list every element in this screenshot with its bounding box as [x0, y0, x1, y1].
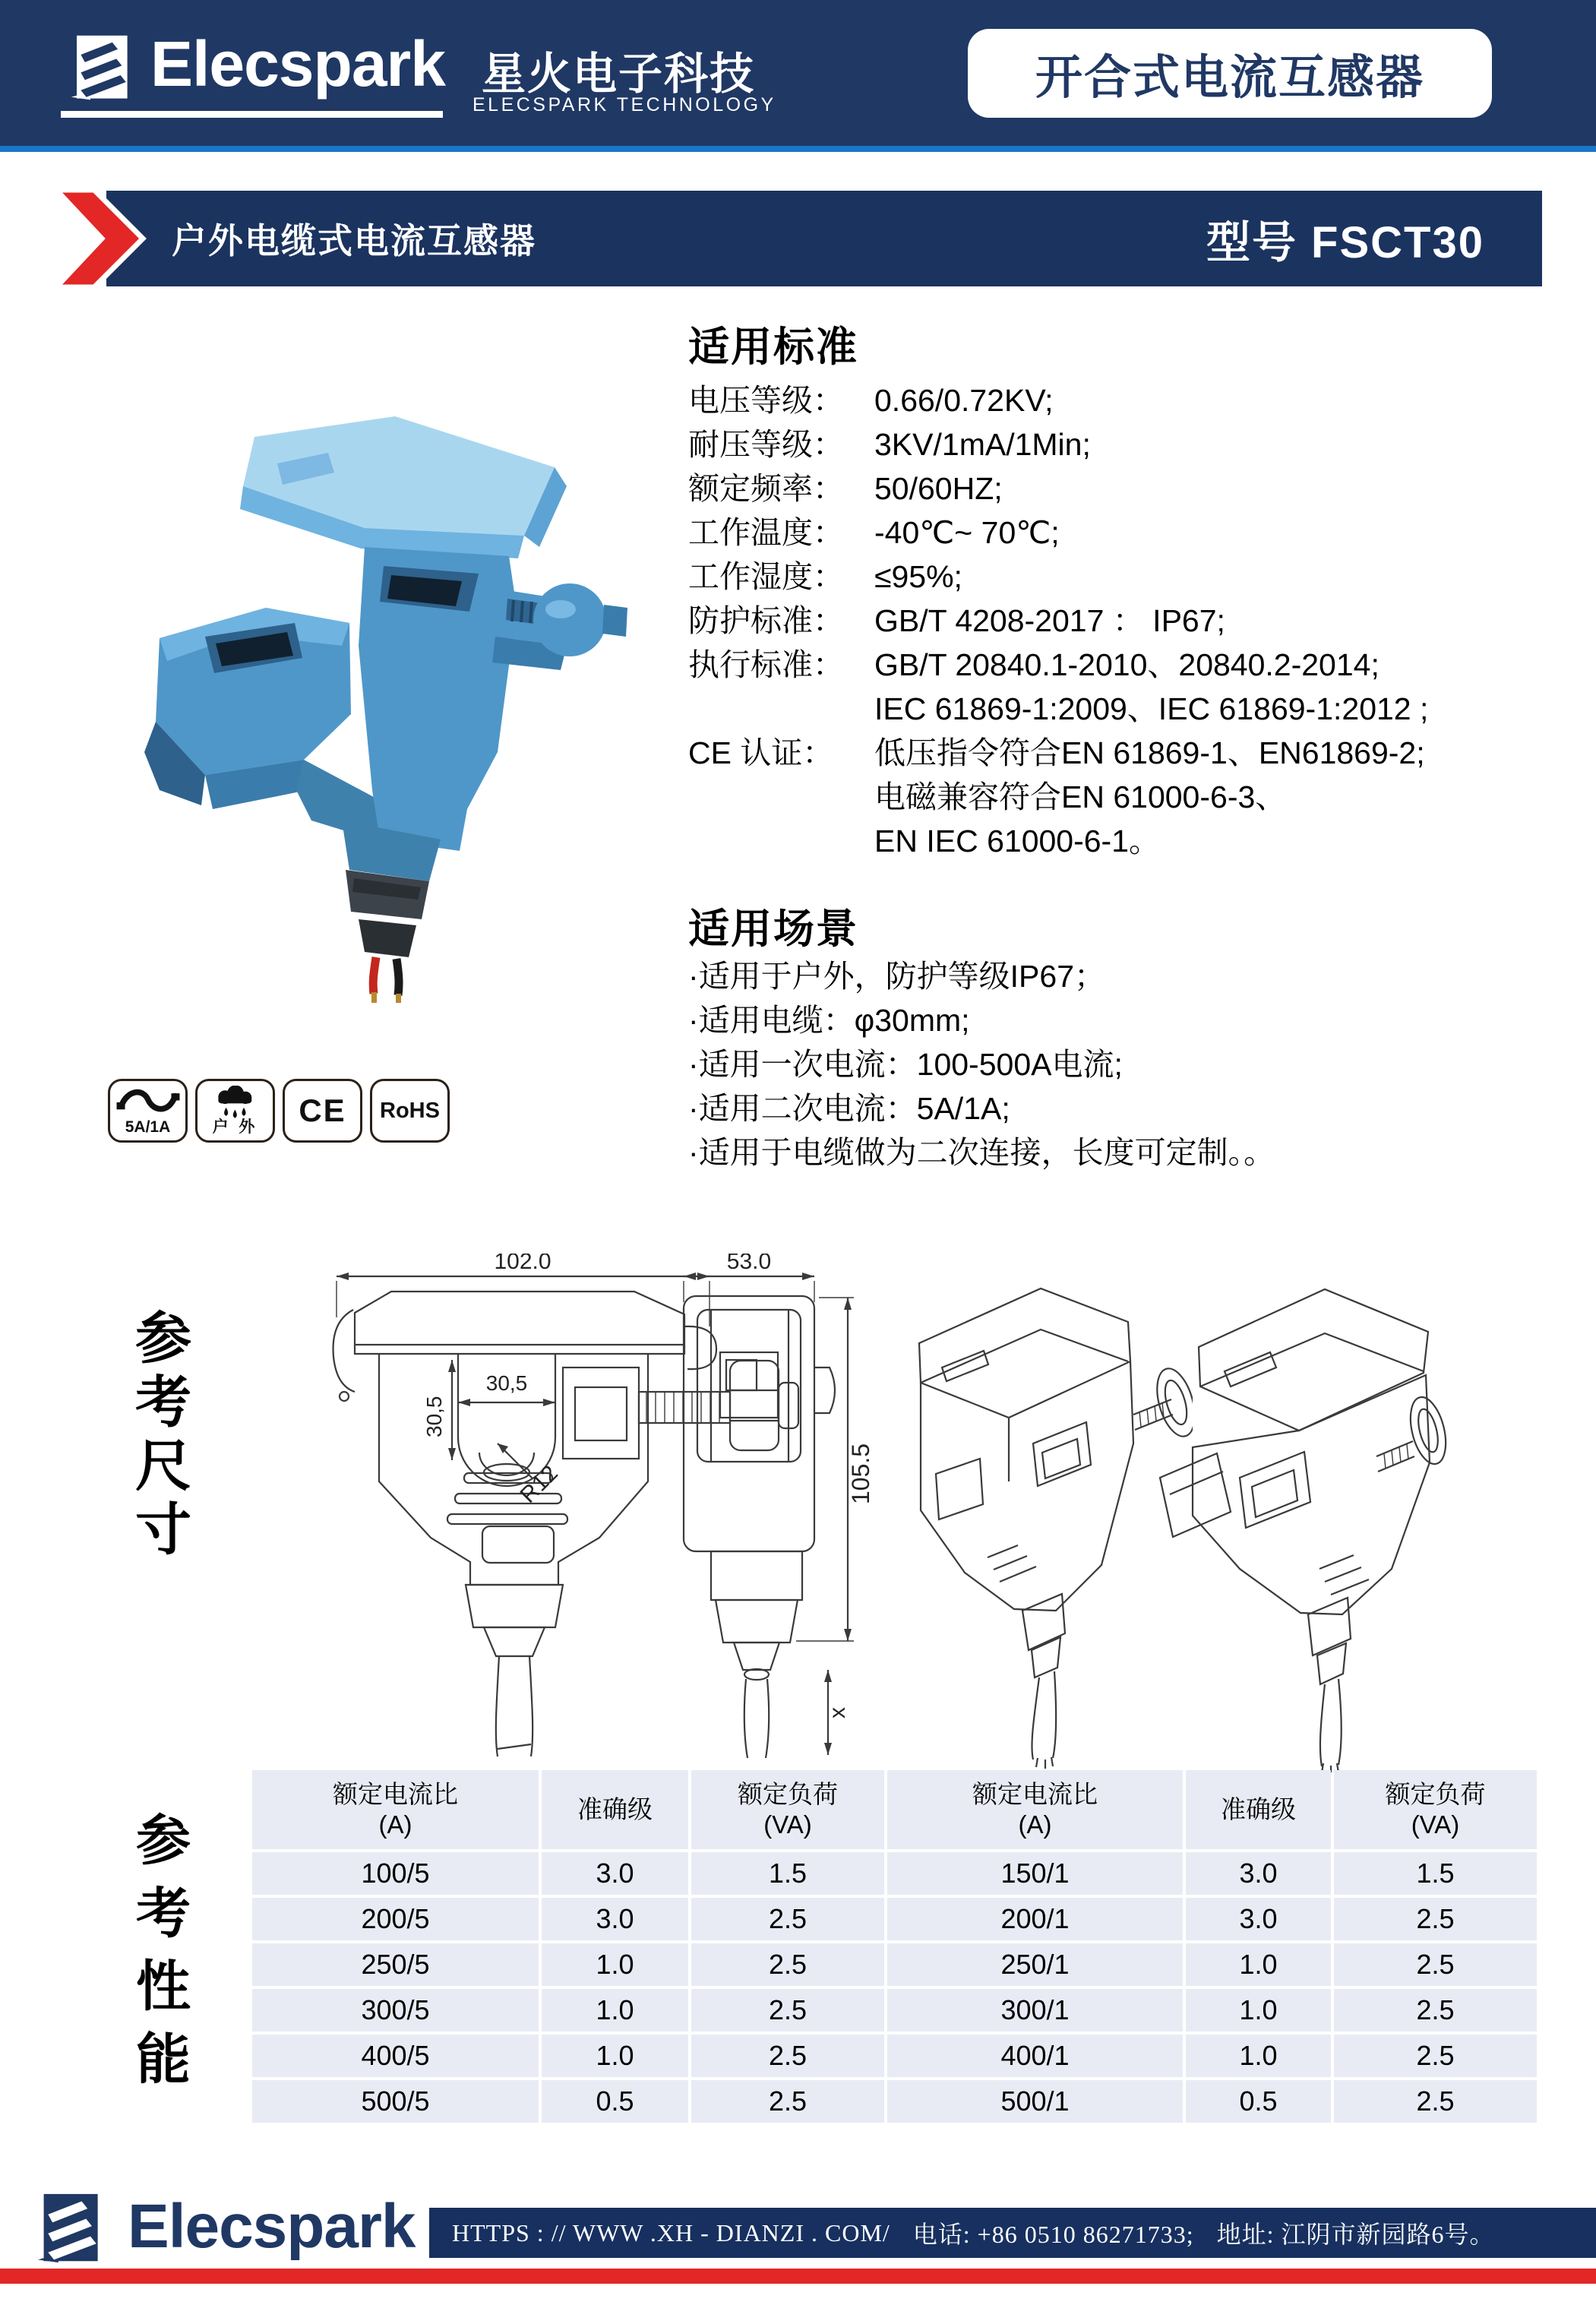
footer-red-stripe [0, 2269, 1596, 2284]
table-cell: 250/1 [887, 1943, 1183, 1986]
ct-secondary-wires [371, 957, 401, 1003]
model-number: 型号 FSCT30 [1206, 218, 1484, 267]
brand-underline [61, 111, 443, 118]
brand-name: Elecspark [150, 28, 445, 100]
table-cell: 3.0 [542, 1852, 688, 1895]
table-cell: 1.0 [1186, 1989, 1331, 2031]
spec-line: CE 认证： 低压指令符合EN 61869-1、EN61869-2; [688, 735, 1425, 770]
table-cell: 3.0 [1186, 1898, 1331, 1940]
table-cell: 100/5 [252, 1852, 539, 1895]
brand-name-chinese: 星火电子科技 [482, 49, 756, 99]
footer-brand-name: Elecspark [128, 2192, 416, 2261]
elecspark-logo-icon-footer [35, 2193, 111, 2265]
badge-outdoor [195, 1079, 275, 1143]
table-cell: 1.5 [691, 1852, 884, 1895]
table-cell: 200/1 [887, 1898, 1183, 1940]
footer-phone: 电话: +86 0510 86271733; [912, 2221, 1194, 2248]
iso1-body [921, 1361, 1133, 1611]
table-header-cell: 准确级 [1186, 1770, 1331, 1849]
brand-subtitle: ELECSPARK TECHNOLOGY [472, 94, 776, 115]
dim-corner-radius: R12 [515, 1460, 563, 1508]
table-cell: 400/5 [252, 2035, 539, 2077]
standards-list [688, 378, 1585, 863]
scenarios-list [688, 954, 1585, 1175]
table-cell: 2.5 [1334, 2080, 1537, 2123]
footer-contact-bar [429, 2208, 1596, 2258]
table-header-cell: 额定电流比 (A) [252, 1770, 539, 1849]
table-header-cell: 额定负荷 (VA) [691, 1770, 884, 1849]
table-cell: 2.5 [691, 2080, 884, 2123]
table-cell: 200/5 [252, 1898, 539, 1940]
scenario-item: ·适用于电缆做为二次连接，长度可定制。。 [688, 1135, 1275, 1170]
table-cell: 2.5 [691, 1898, 884, 1940]
performance-table [252, 1770, 1537, 2123]
spec-line: 额定频率： 50/60HZ; [688, 471, 1003, 506]
side-gland [716, 1600, 798, 1643]
certification-badges [108, 1079, 450, 1143]
dimensions-section-label: 参考尺寸 [128, 1308, 191, 1564]
page-header [0, 0, 1596, 146]
dim-side-width: 53.0 [726, 1254, 772, 1274]
dim-side-height: 105.5 [847, 1443, 874, 1504]
table-cell: 2.5 [1334, 1898, 1537, 1940]
drawing-isometric-open [1126, 1250, 1454, 1772]
spec-line: 电磁兼容符合EN 61000-6-3、 [874, 779, 1287, 814]
table-cell: 1.0 [542, 1943, 688, 1986]
table-cell: 0.5 [542, 2080, 688, 2123]
badge-rohs [370, 1079, 450, 1143]
table-cell: 1.5 [1334, 1852, 1537, 1895]
spec-line: 耐压等级： 3KV/1mA/1Min; [688, 427, 1091, 462]
spec-line: 电压等级： 0.66/0.72KV; [688, 383, 1054, 418]
scenario-item: ·适用二次电流：5A/1A; [688, 1091, 1010, 1126]
table-cell: 1.0 [1186, 2035, 1331, 2077]
badge-ce [283, 1079, 362, 1143]
table-cell: 500/5 [252, 2080, 539, 2123]
iso1-lid [919, 1288, 1130, 1418]
model-banner [106, 191, 1542, 286]
drawing-side-view [667, 1254, 889, 1761]
performance-section-label: 参考性能 [128, 1811, 188, 2103]
front-gland [466, 1585, 563, 1627]
iso2-flap [1160, 1453, 1231, 1537]
table-cell: 2.5 [691, 1943, 884, 1986]
table-cell: 3.0 [1186, 1852, 1331, 1895]
iso1-gland [1032, 1637, 1060, 1677]
side-screw-boss [814, 1368, 835, 1413]
table-cell: 400/1 [887, 2035, 1183, 2077]
spec-line: 工作温度： -40℃~ 70℃; [688, 515, 1060, 550]
table-cell: 150/1 [887, 1852, 1183, 1895]
header-accent-line [0, 146, 1596, 152]
scenario-item: ·适用一次电流：100-500A电流; [688, 1047, 1123, 1082]
table-cell: 2.5 [1334, 1989, 1537, 2031]
table-cell: 2.5 [691, 2035, 884, 2077]
footer-address: 地址: 江阴市新园路6号。 [1216, 2221, 1495, 2248]
chevron-arrow-icon [50, 182, 150, 295]
table-cell: 300/1 [887, 1989, 1183, 2031]
rohs-mark: RoHS [380, 1098, 440, 1123]
ct-lid [240, 416, 567, 558]
table-cell: 2.5 [691, 1989, 884, 2031]
badge-5a1a [108, 1079, 188, 1143]
footer-website[interactable]: HTTPS : // WWW .XH - DIANZI . COM/ [452, 2218, 890, 2247]
iso2-gland [1317, 1643, 1346, 1684]
spec-line: 工作湿度： ≤95%; [688, 559, 962, 594]
ct-wave-icon [115, 1086, 181, 1119]
scenarios-heading: 适用场景 [688, 906, 858, 952]
table-cell: 2.5 [1334, 1943, 1537, 1986]
table-cell: 2.5 [1334, 2035, 1537, 2077]
spec-line: 执行标准： GB/T 20840.1-2010、20840.2-2014; [688, 647, 1380, 682]
badge-label: 户 外 [212, 1118, 258, 1136]
table-cell: 250/5 [252, 1943, 539, 1986]
table-cell: 1.0 [542, 1989, 688, 2031]
table-cell: 1.0 [542, 2035, 688, 2077]
product-photo [114, 395, 646, 1003]
table-cell: 0.5 [1186, 2080, 1331, 2123]
ce-mark: CE [299, 1092, 346, 1128]
spec-line: 防护标准： GB/T 4208-2017 ： IP67; [688, 603, 1225, 638]
table-cell: 1.0 [1186, 1943, 1331, 1986]
table-header-cell: 额定负荷 (VA) [1334, 1770, 1537, 1849]
elecspark-logo-icon [70, 32, 138, 105]
dim-opening-width: 30,5 [485, 1371, 528, 1395]
ct-cable-gland [346, 870, 429, 957]
scenario-item: ·适用电缆：φ30mm; [688, 1003, 970, 1038]
product-category-badge: 开合式电流互感器 [968, 29, 1492, 118]
table-cell: 3.0 [542, 1898, 688, 1940]
table-cell: 300/5 [252, 1989, 539, 2031]
dim-opening-height: 30,5 [422, 1396, 446, 1437]
dim-cable-length: x [825, 1707, 850, 1718]
iso2-body [1193, 1375, 1430, 1614]
spec-line: IEC 61869-1:2009、IEC 61869-1:2012 ; [874, 691, 1429, 726]
scenario-item: ·适用于户外，防护等级IP67； [688, 959, 1105, 994]
badge-label: 5A/1A [125, 1118, 171, 1136]
table-header-cell: 额定电流比 (A) [887, 1770, 1183, 1849]
table-header-cell: 准确级 [542, 1770, 688, 1849]
spec-line: EN IEC 61000-6-1。 [874, 824, 1161, 858]
dim-front-width: 102.0 [494, 1254, 551, 1274]
ct-body [359, 547, 570, 821]
table-cell: 500/1 [887, 2080, 1183, 2123]
rain-cloud-icon [209, 1086, 262, 1119]
banner-title: 户外电缆式电流互感器 [172, 221, 536, 261]
standards-heading: 适用标准 [688, 324, 858, 370]
